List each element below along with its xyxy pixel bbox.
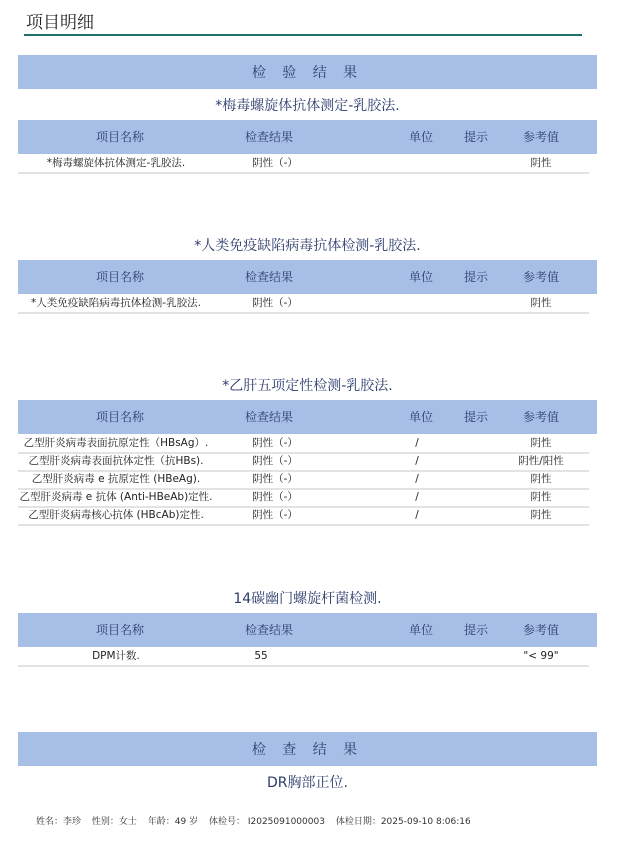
header-result: 检查结果 (244, 270, 293, 284)
row-unit: / (415, 491, 419, 503)
table-header (18, 120, 597, 154)
table-header (18, 260, 597, 294)
table-row (18, 488, 589, 508)
row-result: 阴性（-） (252, 509, 298, 521)
header-reference: 参考值 (522, 410, 559, 424)
patient-name: 姓名：李珍 (36, 817, 82, 827)
table-row (18, 294, 589, 314)
row-item: *人类免疫缺陷病毒抗体检测-乳胶法. (31, 297, 201, 309)
exam-date: 体检日期：2025-09-10 8:06:16 (335, 817, 471, 827)
row-reference: 阴性 (530, 473, 552, 485)
section-title-syphilis: *梅毒螺旋体抗体测定-乳胶法. (215, 98, 400, 114)
table-row (18, 470, 589, 490)
header-unit: 单位 (408, 130, 433, 144)
row-unit: / (415, 455, 419, 467)
row-result: 55 (254, 650, 268, 662)
patient-info-footer (36, 814, 479, 827)
row-unit: / (415, 473, 419, 485)
row-reference: 阴性 (530, 509, 552, 521)
table-row (18, 154, 589, 174)
section-title-hiv: *人类免疫缺陷病毒抗体检测-乳胶法. (194, 238, 421, 254)
exam-item-title: DR胸部正位. (267, 775, 348, 791)
section-title-helicobacter: 14碳幽门螺旋杆菌检测. (233, 591, 382, 607)
header-result: 检查结果 (244, 623, 293, 637)
header-reference: 参考值 (522, 623, 559, 637)
row-reference: 阴性 (530, 437, 552, 449)
row-result: 阴性（-） (252, 157, 298, 169)
section-title-hepatitis-b: *乙肝五项定性检测-乳胶法. (222, 378, 393, 394)
header-reference: 参考值 (522, 130, 559, 144)
patient-age: 年龄：49 岁 (147, 817, 199, 827)
header-hint: 提示 (463, 270, 488, 284)
row-item: 乙型肝炎病毒核心抗体 (HBcAb)定性. (28, 509, 204, 521)
row-reference: 阴性 (530, 157, 552, 169)
patient-gender: 性别：女士 (91, 817, 137, 827)
header-item: 项目名称 (95, 623, 144, 637)
table-row (18, 452, 589, 472)
exam-result-banner: 检 查 结 果 (18, 732, 597, 766)
row-item: 乙型肝炎病毒表面抗体定性（抗HBs). (28, 455, 204, 467)
header-item: 项目名称 (95, 130, 144, 144)
table-row (18, 647, 589, 667)
row-unit: / (415, 437, 419, 449)
row-reference: 阴性 (530, 297, 552, 309)
header-reference: 参考值 (522, 270, 559, 284)
header-hint: 提示 (463, 410, 488, 424)
row-unit: / (415, 509, 419, 521)
row-item: 乙型肝炎病毒 e 抗原定性 (HBeAg). (31, 473, 201, 485)
row-result: 阴性（-） (252, 297, 298, 309)
header-item: 项目名称 (95, 410, 144, 424)
header-result: 检查结果 (244, 410, 293, 424)
row-reference: 阴性 (530, 491, 552, 503)
row-result: 阴性（-） (252, 473, 298, 485)
row-reference: "< 99" (523, 650, 559, 662)
header-unit: 单位 (408, 270, 433, 284)
header-unit: 单位 (408, 410, 433, 424)
row-item: *梅毒螺旋体抗体测定-乳胶法. (46, 157, 186, 169)
table-header (18, 400, 597, 434)
row-item: 乙型肝炎病毒 e 抗体 (Anti-HBeAb)定性. (19, 491, 213, 503)
header-unit: 单位 (408, 623, 433, 637)
table-header (18, 613, 597, 647)
table-row (18, 434, 589, 454)
row-result: 阴性（-） (252, 455, 298, 467)
header-item: 项目名称 (95, 270, 144, 284)
row-item: 乙型肝炎病毒表面抗原定性（HBsAg）. (23, 437, 209, 449)
row-reference: 阴性/阳性 (518, 455, 564, 467)
header-result: 检查结果 (244, 130, 293, 144)
header-hint: 提示 (463, 130, 488, 144)
row-result: 阴性（-） (252, 437, 298, 449)
row-result: 阴性（-） (252, 491, 298, 503)
table-row (18, 506, 589, 526)
inspection-result-banner: 检 验 结 果 (18, 55, 597, 89)
title-divider (24, 34, 582, 36)
page-title: 项目明细 (26, 13, 94, 33)
header-hint: 提示 (463, 623, 488, 637)
exam-number: 体检号： I2025091000003 (208, 817, 325, 827)
row-item: DPM计数. (92, 650, 140, 662)
